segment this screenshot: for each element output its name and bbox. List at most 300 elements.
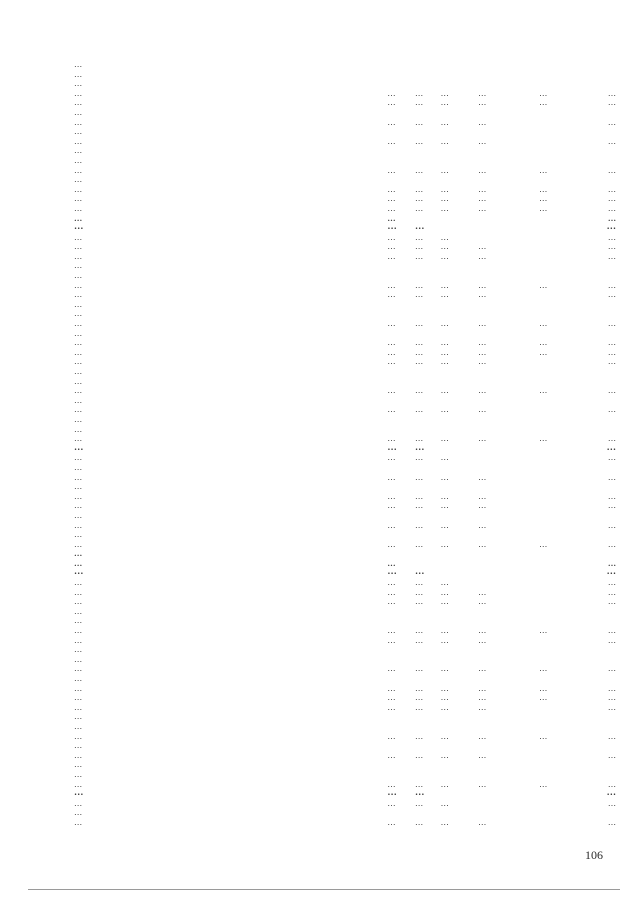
- code-col-2: …: [415, 386, 424, 396]
- row-name: …: [74, 616, 83, 626]
- code-col-2: …: [415, 98, 424, 108]
- code-col-3: …: [440, 280, 449, 290]
- code-col-2: …: [415, 184, 424, 194]
- table-row: [74, 118, 616, 128]
- row-name: …: [74, 750, 83, 760]
- table-row: [74, 175, 616, 185]
- amount-cell: …: [607, 242, 617, 252]
- row-name: …: [74, 347, 83, 357]
- table-row: [74, 434, 616, 444]
- table-row: [74, 367, 616, 377]
- code-col-3: …: [440, 165, 449, 175]
- row-name: …: [74, 127, 83, 137]
- code-col-3: …: [440, 88, 449, 98]
- code-col-1: …: [387, 798, 396, 808]
- code-col-4: …: [478, 817, 487, 827]
- code-col-1: …: [387, 357, 396, 367]
- row-name: …: [74, 175, 83, 185]
- row-name: …: [74, 424, 83, 434]
- code-col-3: …: [440, 472, 449, 482]
- code-col-1: …: [387, 539, 396, 549]
- code-col-3: …: [440, 635, 449, 645]
- code-col-1: …: [387, 280, 396, 290]
- code-col-2: …: [415, 501, 424, 511]
- code-col-4: …: [478, 242, 487, 252]
- code-col-2: …: [415, 405, 424, 415]
- code-col-2: …: [415, 750, 424, 760]
- code-col-2: …: [415, 798, 424, 808]
- code-col-2: …: [415, 88, 424, 98]
- code-col-2: …: [415, 683, 424, 693]
- code-col-1: …: [387, 222, 397, 233]
- code-col-3: …: [440, 184, 449, 194]
- amount-cell: …: [606, 567, 617, 578]
- code-col-3: …: [440, 338, 449, 348]
- code-col-3: …: [440, 520, 449, 530]
- amount-cell: …: [607, 117, 617, 127]
- table-row: [74, 261, 616, 271]
- code-col-4: …: [478, 251, 487, 261]
- table-row: [74, 607, 616, 617]
- code-col-1: …: [387, 117, 396, 127]
- table-row: [74, 578, 616, 588]
- section-heading-row: [74, 789, 616, 799]
- amount-cell: …: [607, 434, 617, 444]
- row-name: …: [74, 788, 84, 799]
- code-col-4: …: [478, 319, 487, 329]
- table-row: [74, 127, 616, 137]
- table-row: [74, 146, 616, 156]
- table-row: [74, 540, 616, 550]
- table-row: [74, 453, 616, 463]
- code-col-3: …: [440, 491, 449, 501]
- row-name: …: [74, 299, 83, 309]
- table-row: [74, 309, 616, 319]
- row-name: …: [74, 414, 83, 424]
- code-col-2: …: [415, 117, 424, 127]
- code-col-2: …: [415, 731, 424, 741]
- section-heading-row: [74, 568, 616, 578]
- table-row: [74, 588, 616, 598]
- code-col-4: …: [478, 520, 487, 530]
- amount-cell: …: [607, 539, 617, 549]
- code-col-3: …: [440, 597, 449, 607]
- code-col-2: …: [415, 539, 424, 549]
- code-col-5: …: [539, 693, 548, 703]
- table-row: [74, 636, 616, 646]
- code-col-3: …: [440, 539, 449, 549]
- code-col-2: …: [415, 203, 424, 213]
- amount-cell: …: [607, 635, 617, 645]
- row-name: …: [74, 98, 83, 108]
- code-col-4: …: [478, 88, 487, 98]
- code-col-2: …: [415, 472, 424, 482]
- amount-cell: …: [607, 386, 617, 396]
- row-name: …: [74, 280, 83, 290]
- code-col-4: …: [478, 693, 487, 703]
- row-name: …: [74, 491, 83, 501]
- table-row: [74, 463, 616, 473]
- code-col-3: …: [440, 779, 449, 789]
- code-col-3: …: [440, 98, 449, 108]
- code-col-3: …: [440, 501, 449, 511]
- code-col-2: …: [415, 251, 424, 261]
- row-name: …: [74, 597, 83, 607]
- amount-cell: …: [607, 626, 617, 636]
- table-row: [74, 300, 616, 310]
- table-row: [74, 79, 616, 89]
- table-row: [74, 156, 616, 166]
- row-name: …: [74, 376, 83, 386]
- row-name: …: [74, 271, 83, 281]
- code-col-3: …: [440, 347, 449, 357]
- row-name: …: [74, 587, 83, 597]
- code-col-3: …: [440, 664, 449, 674]
- amount-cell: …: [607, 290, 617, 300]
- code-col-1: …: [387, 683, 396, 693]
- code-col-3: …: [440, 453, 449, 463]
- row-name: …: [74, 674, 83, 683]
- row-name: …: [74, 654, 83, 664]
- table-row: [74, 108, 616, 118]
- code-col-1: …: [387, 203, 396, 213]
- amount-cell: …: [607, 491, 617, 501]
- table-row: [74, 684, 616, 694]
- code-col-4: …: [478, 194, 487, 204]
- row-name: …: [74, 779, 83, 789]
- row-name: …: [74, 319, 83, 329]
- code-col-5: …: [539, 664, 548, 674]
- row-name: …: [74, 251, 83, 261]
- row-name: …: [74, 760, 83, 770]
- amount-cell: …: [607, 587, 617, 597]
- code-col-4: …: [478, 117, 487, 127]
- row-name: …: [74, 721, 83, 731]
- table-row: [74, 511, 616, 521]
- code-col-1: …: [387, 558, 396, 568]
- code-col-2: …: [415, 165, 424, 175]
- code-col-1: …: [387, 626, 396, 636]
- code-col-2: …: [415, 693, 424, 703]
- code-col-3: …: [440, 251, 449, 261]
- code-col-2: …: [415, 434, 424, 444]
- code-col-1: …: [387, 242, 396, 252]
- table-row: [74, 626, 616, 636]
- row-name: …: [74, 626, 83, 636]
- table-row: [74, 799, 616, 809]
- row-name: …: [74, 635, 83, 645]
- code-col-1: …: [387, 434, 396, 444]
- code-col-3: …: [440, 232, 449, 242]
- row-name: …: [74, 741, 83, 751]
- code-col-4: …: [478, 136, 487, 146]
- row-name: …: [74, 702, 83, 712]
- code-col-5: …: [539, 347, 548, 357]
- amount-cell: …: [607, 693, 617, 703]
- row-name: …: [74, 664, 83, 674]
- table-row: [74, 60, 616, 70]
- row-name: …: [74, 136, 83, 146]
- code-col-4: …: [478, 386, 487, 396]
- amount-cell: …: [607, 683, 617, 693]
- amount-cell: …: [607, 779, 617, 789]
- table-row: [74, 473, 616, 483]
- code-col-1: …: [387, 635, 396, 645]
- amount-cell: …: [607, 232, 617, 242]
- code-col-1: …: [387, 750, 396, 760]
- row-name: …: [74, 442, 84, 453]
- table-row: [74, 655, 616, 665]
- amount-cell: …: [607, 750, 617, 760]
- code-col-2: …: [415, 357, 424, 367]
- row-name: …: [74, 165, 83, 175]
- code-col-3: …: [440, 405, 449, 415]
- code-col-1: …: [387, 98, 396, 108]
- code-col-1: …: [387, 520, 396, 530]
- code-col-2: …: [415, 491, 424, 501]
- code-col-5: …: [539, 626, 548, 636]
- table-row: [74, 252, 616, 262]
- table-row: [74, 425, 616, 435]
- code-col-4: …: [478, 664, 487, 674]
- code-col-1: …: [387, 779, 396, 789]
- code-col-2: …: [415, 232, 424, 242]
- code-col-2: …: [415, 242, 424, 252]
- table-row: [74, 664, 616, 674]
- code-col-5: …: [539, 165, 548, 175]
- amount-cell: …: [607, 280, 617, 290]
- code-col-5: …: [539, 539, 548, 549]
- row-name: …: [74, 683, 83, 693]
- table-row: [74, 319, 616, 329]
- amount-cell: …: [607, 501, 617, 511]
- table-row: [74, 703, 616, 713]
- table-row: [74, 271, 616, 281]
- code-col-1: …: [387, 817, 396, 827]
- code-col-1: …: [387, 664, 396, 674]
- code-col-5: …: [539, 280, 548, 290]
- row-name: …: [74, 731, 83, 741]
- row-name: …: [74, 520, 83, 530]
- code-col-3: …: [440, 702, 449, 712]
- table-row: [74, 780, 616, 790]
- row-name: …: [74, 567, 84, 578]
- code-col-4: …: [478, 491, 487, 501]
- table-row: [74, 808, 616, 818]
- section-heading-row: [74, 223, 616, 233]
- table-row: [74, 214, 616, 224]
- code-col-1: …: [387, 702, 396, 712]
- table-row: [74, 70, 616, 80]
- code-col-3: …: [440, 136, 449, 146]
- code-col-4: …: [478, 405, 487, 415]
- code-col-4: …: [478, 347, 487, 357]
- code-col-1: …: [387, 386, 396, 396]
- code-col-5: …: [539, 731, 548, 741]
- code-col-1: …: [387, 578, 396, 588]
- amount-cell: …: [607, 319, 617, 329]
- code-col-4: …: [478, 280, 487, 290]
- code-col-4: …: [478, 702, 487, 712]
- section-heading-row: [74, 444, 616, 454]
- table-row: [74, 281, 616, 291]
- table-row: [74, 712, 616, 722]
- row-name: …: [74, 434, 83, 444]
- row-name: …: [74, 539, 83, 549]
- table-row: [74, 338, 616, 348]
- code-col-1: …: [387, 597, 396, 607]
- row-name: …: [74, 558, 83, 568]
- table-row: [74, 194, 616, 204]
- row-name: …: [74, 357, 83, 367]
- code-col-2: …: [415, 319, 424, 329]
- table-row: [74, 233, 616, 243]
- code-col-3: …: [440, 434, 449, 444]
- amount-cell: …: [607, 817, 617, 827]
- code-col-1: …: [387, 491, 396, 501]
- code-col-3: …: [440, 750, 449, 760]
- table-row: [74, 549, 616, 559]
- code-col-3: …: [440, 731, 449, 741]
- code-col-1: …: [387, 693, 396, 703]
- code-col-1: …: [387, 453, 396, 463]
- code-col-1: …: [387, 194, 396, 204]
- code-col-5: …: [539, 779, 548, 789]
- amount-cell: …: [607, 798, 617, 808]
- table-row: [74, 530, 616, 540]
- row-name: …: [74, 453, 83, 463]
- code-col-1: …: [387, 136, 396, 146]
- table-row: [74, 377, 616, 387]
- code-col-1: …: [387, 472, 396, 482]
- table-row: [74, 674, 616, 684]
- amount-cell: …: [607, 664, 617, 674]
- code-col-3: …: [440, 817, 449, 827]
- amount-cell: …: [607, 472, 617, 482]
- amount-cell: …: [607, 136, 617, 146]
- code-col-2: …: [415, 587, 424, 597]
- row-name: …: [74, 606, 83, 616]
- table-row: [74, 597, 616, 607]
- code-col-4: …: [478, 750, 487, 760]
- code-col-3: …: [440, 798, 449, 808]
- amount-cell: …: [606, 442, 617, 453]
- row-name: …: [74, 107, 83, 117]
- row-name: …: [74, 817, 83, 827]
- code-col-4: …: [478, 184, 487, 194]
- code-col-1: …: [387, 213, 396, 223]
- code-col-3: …: [440, 242, 449, 252]
- code-col-5: …: [539, 203, 548, 213]
- table-row: [74, 290, 616, 300]
- amount-cell: …: [607, 338, 617, 348]
- row-name: …: [74, 338, 83, 348]
- code-col-1: …: [387, 442, 397, 453]
- code-col-3: …: [440, 290, 449, 300]
- row-name: …: [74, 203, 83, 213]
- table-row: [74, 732, 616, 742]
- code-col-4: …: [478, 165, 487, 175]
- table-row: [74, 645, 616, 655]
- code-col-4: …: [478, 587, 487, 597]
- amount-cell: …: [607, 520, 617, 530]
- code-col-1: …: [387, 788, 397, 799]
- table-row: [74, 166, 616, 176]
- row-name: …: [74, 645, 83, 655]
- code-col-3: …: [440, 194, 449, 204]
- code-col-1: …: [387, 290, 396, 300]
- code-col-2: …: [415, 597, 424, 607]
- code-col-2: …: [415, 338, 424, 348]
- row-name: …: [74, 482, 83, 492]
- row-name: …: [74, 261, 83, 271]
- row-name: …: [74, 242, 83, 252]
- amount-cell: …: [607, 98, 617, 108]
- code-col-5: …: [539, 184, 548, 194]
- code-col-4: …: [478, 338, 487, 348]
- code-col-3: …: [440, 117, 449, 127]
- page-number: 106: [585, 848, 603, 862]
- row-name: …: [74, 184, 83, 194]
- row-name: …: [74, 290, 83, 300]
- table-row: [74, 89, 616, 99]
- row-name: …: [74, 222, 84, 233]
- code-col-4: …: [478, 626, 487, 636]
- amount-cell: …: [607, 731, 617, 741]
- code-col-2: …: [415, 702, 424, 712]
- code-col-4: …: [478, 539, 487, 549]
- table-row: [74, 741, 616, 751]
- code-col-2: …: [415, 290, 424, 300]
- row-name: …: [74, 472, 83, 482]
- row-name: …: [74, 232, 83, 242]
- code-col-4: …: [478, 683, 487, 693]
- code-col-2: …: [415, 664, 424, 674]
- code-col-5: …: [539, 683, 548, 693]
- code-col-1: …: [387, 251, 396, 261]
- table-row: [74, 559, 616, 569]
- row-name: …: [74, 769, 83, 779]
- table-row: [74, 204, 616, 214]
- code-col-2: …: [415, 453, 424, 463]
- code-col-1: …: [387, 347, 396, 357]
- code-col-2: …: [415, 779, 424, 789]
- budget-table: [74, 60, 616, 828]
- code-col-3: …: [440, 683, 449, 693]
- code-col-4: …: [478, 472, 487, 482]
- amount-cell: …: [607, 251, 617, 261]
- table-row: [74, 348, 616, 358]
- code-col-4: …: [478, 501, 487, 511]
- code-col-3: …: [440, 357, 449, 367]
- code-col-5: …: [539, 194, 548, 204]
- code-col-3: …: [440, 587, 449, 597]
- table-row: [74, 693, 616, 703]
- code-col-4: …: [478, 290, 487, 300]
- table-row: [74, 751, 616, 761]
- row-name: …: [74, 501, 83, 511]
- amount-cell: …: [607, 578, 617, 588]
- code-col-2: …: [415, 567, 425, 578]
- code-col-2: …: [415, 194, 424, 204]
- code-col-1: …: [387, 88, 396, 98]
- amount-cell: …: [606, 788, 617, 799]
- code-col-2: …: [415, 442, 425, 453]
- amount-cell: …: [607, 165, 617, 175]
- code-col-2: …: [415, 635, 424, 645]
- amount-cell: …: [607, 558, 617, 568]
- row-name: …: [74, 155, 83, 165]
